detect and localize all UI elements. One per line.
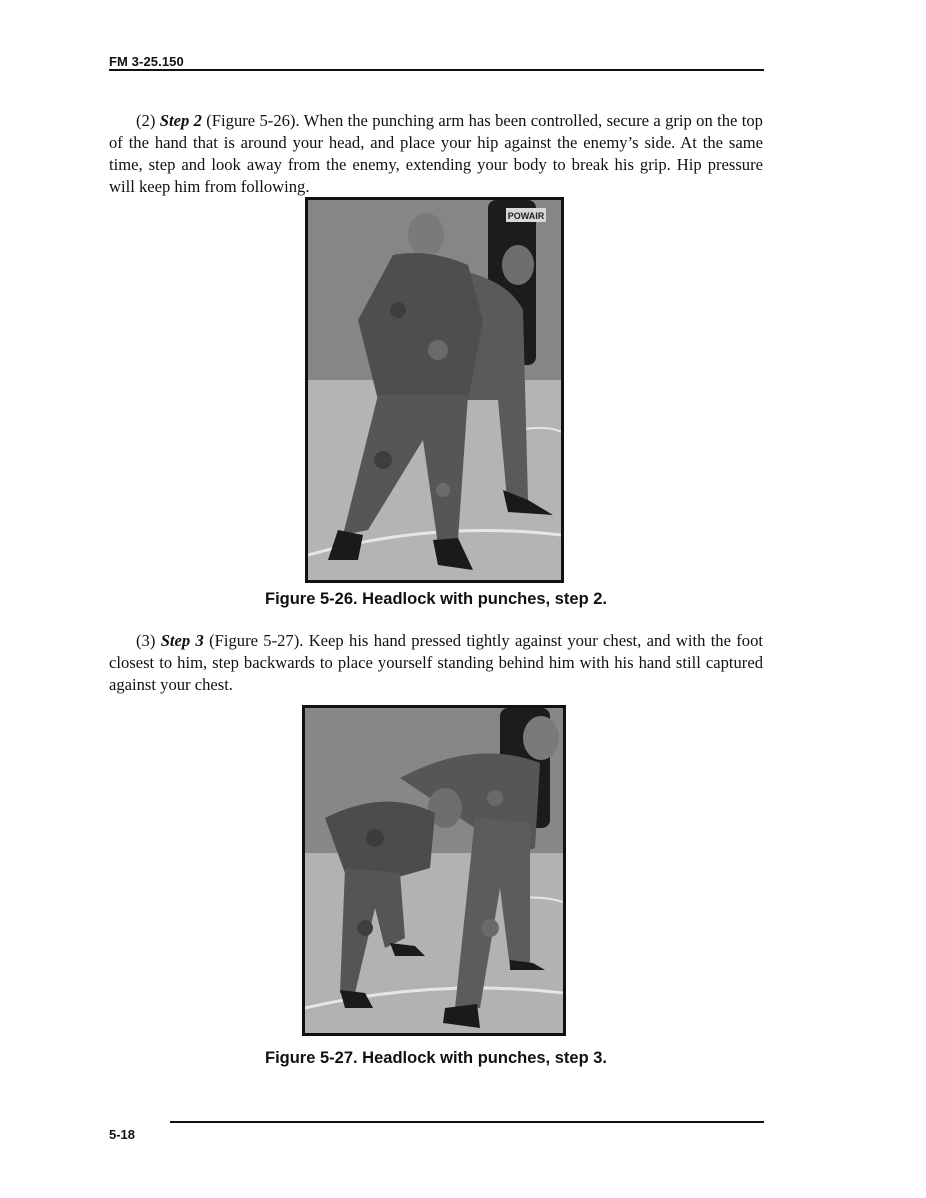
paragraph-text: (Figure 5-26). When the punching arm has been controlled, secure a grip on the top of the hand that is around your head, and place your hip against the enemy’s side. At the same time, step and look away from the enemy, extending your body to break his grip. Hip pressure will keep him from following. — [109, 111, 763, 196]
photo-soldiers-step-2 — [308, 200, 561, 580]
manual-id: FM 3-25.150 — [109, 54, 184, 69]
paragraph-number: (3) — [136, 631, 156, 650]
header-rule — [109, 69, 764, 71]
figure-5-27-caption: Figure 5-27. Headlock with punches, step 3. — [264, 1049, 607, 1067]
figure-5-26-photo — [305, 197, 564, 583]
footer-rule — [170, 1121, 764, 1123]
page-number: 5-18 — [109, 1127, 136, 1142]
figure-5-27-photo — [302, 705, 566, 1036]
step-label: Step 3 — [160, 631, 204, 650]
paragraph-text: (Figure 5-27). Keep his hand pressed tightly against your chest, and with the foot closest to him, step backwards to place yourself standing behind him with his hand still captured against your chest. — [109, 631, 764, 694]
paragraph-number: (2) — [136, 111, 156, 130]
paragraph-step-2 — [109, 110, 763, 198]
bag-logo: POWAIR — [507, 211, 545, 221]
step-label: Step 2 — [159, 111, 202, 130]
figure-5-26-caption: Figure 5-26. Headlock with punches, step 2. — [264, 590, 607, 608]
photo-soldiers-step-3 — [305, 708, 563, 1033]
paragraph-step-3 — [109, 630, 763, 696]
